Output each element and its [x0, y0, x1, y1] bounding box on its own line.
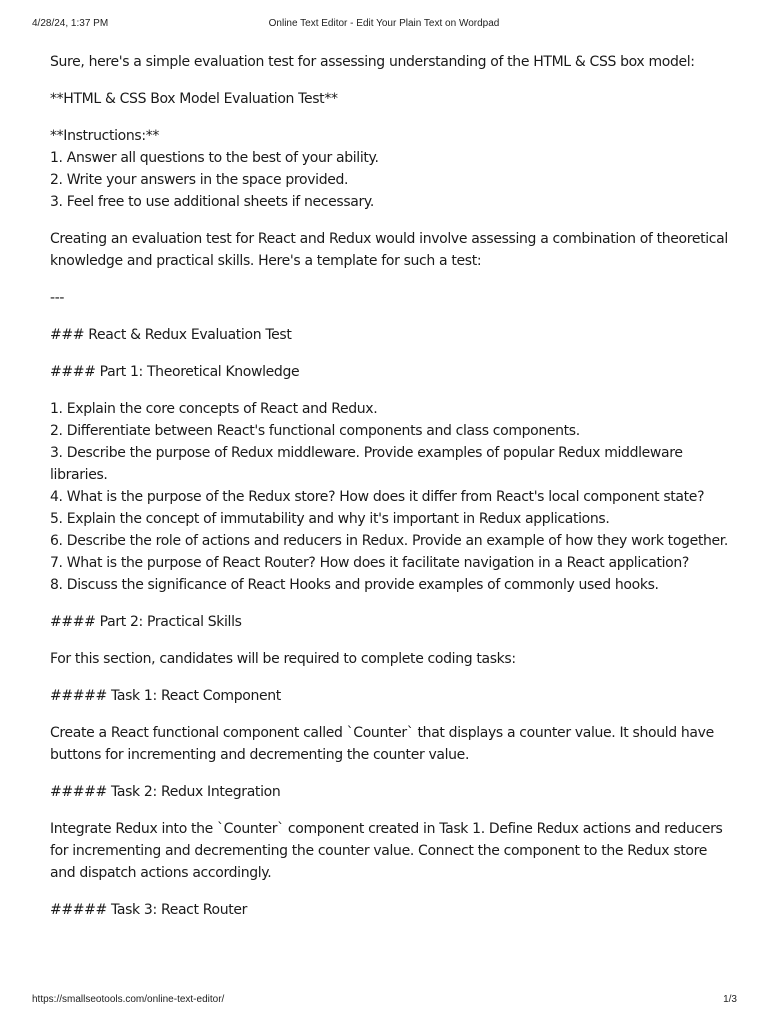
test-title: ### React & Redux Evaluation Test — [50, 327, 292, 343]
intro-paragraph: Sure, here's a simple evaluation test for assessing understanding of the HTML & CSS box model: — [50, 54, 695, 70]
print-page-title: Online Text Editor - Edit Your Plain Text on Wordpad — [268, 18, 500, 29]
task1-text: Create a React functional component called `Counter` that displays a counter value. It should have buttons for incrementing and decrementing the counter value. — [50, 725, 714, 763]
task1-heading: ##### Task 1: React Component — [50, 688, 281, 704]
part1-heading: #### Part 1: Theoretical Knowledge — [50, 364, 300, 380]
print-url: https://smallseotools.com/online-text-editor/ — [32, 994, 225, 1005]
document-body — [50, 51, 730, 936]
separator: --- — [50, 290, 65, 306]
question-item: 7. What is the purpose of React Router? How does it facilitate navigation in a React application? — [50, 555, 689, 571]
print-datetime: 4/28/24, 1:37 PM — [32, 18, 109, 29]
part2-intro: For this section, candidates will be required to complete coding tasks: — [50, 651, 516, 667]
question-item: 4. What is the purpose of the Redux store? How does it differ from React's local component state? — [50, 489, 705, 505]
react-intro-paragraph: Creating an evaluation test for React and Redux would involve assessing a combination of theoretical knowledge and practical skills. Here's a template for such a test: — [50, 231, 728, 269]
question-item: 8. Discuss the significance of React Hooks and provide examples of commonly used hooks. — [50, 577, 659, 593]
part1-question-list — [50, 398, 730, 596]
part2-heading: #### Part 2: Practical Skills — [50, 614, 242, 630]
print-header — [0, 18, 768, 32]
print-footer — [0, 994, 768, 1008]
instructions-heading: **Instructions:** — [50, 128, 159, 144]
instruction-item: 2. Write your answers in the space provided. — [50, 172, 349, 188]
box-model-title: **HTML & CSS Box Model Evaluation Test** — [50, 91, 338, 107]
instructions-block — [50, 125, 730, 213]
question-item: 5. Explain the concept of immutability and why it's important in Redux applications. — [50, 511, 610, 527]
task2-heading: ##### Task 2: Redux Integration — [50, 784, 281, 800]
task2-text: Integrate Redux into the `Counter` component created in Task 1. Define Redux actions and reducers for incrementing and decrementing the counter value. Connect the component to the Redux store and dispatch actions accordingly. — [50, 821, 723, 881]
page-number: 1/3 — [723, 994, 737, 1005]
instruction-item: 3. Feel free to use additional sheets if necessary. — [50, 194, 374, 210]
task3-heading: ##### Task 3: React Router — [50, 902, 248, 918]
instruction-item: 1. Answer all questions to the best of your ability. — [50, 150, 379, 166]
question-item: 3. Describe the purpose of Redux middleware. Provide examples of popular Redux middleware libraries. — [50, 445, 683, 483]
question-item: 1. Explain the core concepts of React and Redux. — [50, 401, 378, 417]
question-item: 2. Differentiate between React's functional components and class components. — [50, 423, 580, 439]
question-item: 6. Describe the role of actions and reducers in Redux. Provide an example of how they work together. — [50, 533, 728, 549]
